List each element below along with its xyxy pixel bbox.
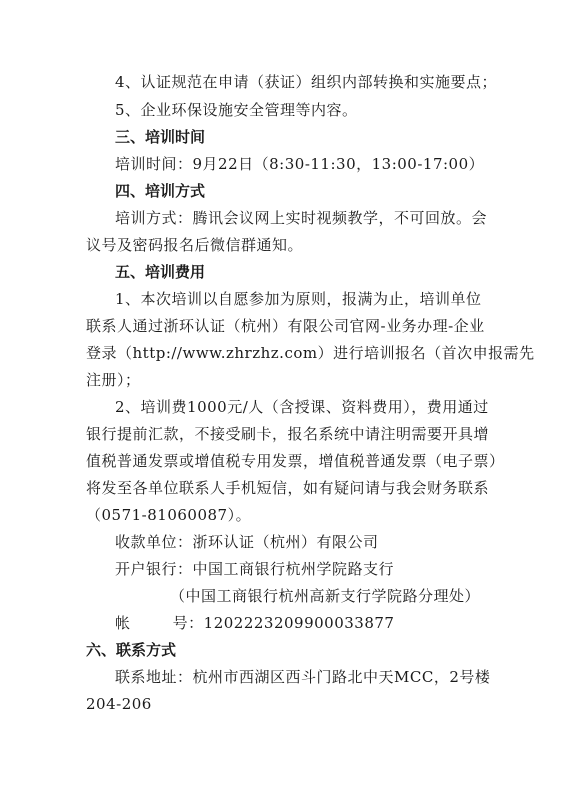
section-6-heading: 六、联系方式 <box>86 641 177 659</box>
training-time: 培训时间：9月22日（8:30-11:30，13:00-17:00） <box>115 155 485 173</box>
training-method-line-1: 培训方式：腾讯会议网上实时视频教学，不可回放。会 <box>115 209 488 227</box>
bank: 开户银行：中国工商银行杭州学院路支行 <box>115 560 395 578</box>
fee-p2-line-2: 银行提前汇款，不接受刷卡，报名系统中请注明需要开具增 <box>86 425 490 443</box>
payee: 收款单位：浙环认证（杭州）有限公司 <box>115 533 379 551</box>
fee-p2-line-5: （0571-81060087）。 <box>86 506 252 524</box>
item-4: 4、认证规范在申请（获证）组织内部转换和实施要点； <box>115 73 498 91</box>
section-3-heading: 三、培训时间 <box>115 128 206 146</box>
fee-p1-line-2: 联系人通过浙环认证（杭州）有限公司官网-业务办理-企业 <box>86 317 485 335</box>
address-line-2: 204-206 <box>86 695 152 713</box>
section-5-heading: 五、培训费用 <box>115 263 206 281</box>
fee-p1-line-1: 1、本次培训以自愿参加为原则，报满为止，培训单位 <box>115 290 482 308</box>
fee-p2-line-1: 2、培训费1000元/人（含授课、资料费用），费用通过 <box>115 398 489 416</box>
bank-branch: （中国工商银行杭州高新支行学院路分理处） <box>170 587 481 605</box>
fee-p2-line-3: 值税普通发票或增值税专用发票，增值税普通发票（电子票） <box>86 452 505 470</box>
section-4-heading: 四、培训方式 <box>115 182 206 200</box>
training-method-line-2: 议号及密码报名后微信群通知。 <box>86 236 304 254</box>
fee-p1-line-4: 注册）； <box>86 371 141 389</box>
account-number: 帐 号：1202223209900033877 <box>115 614 395 632</box>
fee-p2-line-4: 将发至各单位联系人手机短信，如有疑问请与我会财务联系 <box>86 479 490 497</box>
fee-p1-line-3: 登录（http://www.zhrzhz.com）进行培训报名（首次申报需先 <box>86 344 535 362</box>
address-line-1: 联系地址：杭州市西湖区西斗门路北中天MCC，2号楼 <box>115 668 491 686</box>
item-5: 5、企业环保设施安全管理等内容。 <box>115 101 358 119</box>
